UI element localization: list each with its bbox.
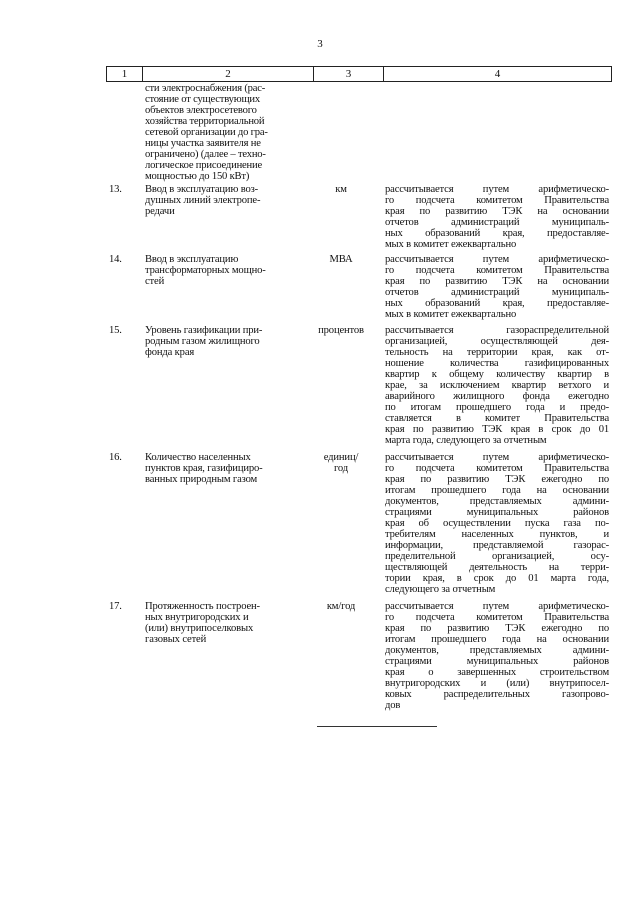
unit-line: МВА <box>329 254 353 265</box>
row-number: 15. <box>109 325 122 336</box>
desc-line: ношение количества газифицированных <box>385 358 609 369</box>
name-line: пунктов края, газифициро- <box>145 463 263 474</box>
name-line: Протяженность построен- <box>145 601 260 612</box>
row-number: 16. <box>109 452 122 463</box>
table-header-row <box>106 66 612 82</box>
desc-line: мых в комитет ежеквартально <box>385 239 517 250</box>
name-line: Уровень газификации при- <box>145 325 263 336</box>
unit-line: км <box>335 184 347 195</box>
calculation-method <box>385 601 609 711</box>
desc-line: документов, представляемых админи- <box>385 645 609 656</box>
calculation-method <box>385 184 609 250</box>
indicator-name <box>145 254 295 287</box>
continued-name-line: мощностью до 150 кВт) <box>145 171 250 182</box>
unit-of-measure <box>306 452 376 474</box>
desc-line: квартир к общему количеству квартир в <box>385 369 609 380</box>
desc-line: рассчитывается путем арифметическо- <box>385 601 609 612</box>
name-line: (или) внутрипоселковых <box>145 623 254 634</box>
desc-line: края по развитию ТЭК на основании <box>385 276 609 287</box>
desc-line: ществляющей деятельность на терри- <box>385 562 609 573</box>
unit-of-measure <box>306 254 376 265</box>
unit-line: км/год <box>326 601 356 612</box>
desc-line: итогам прошедшего года на основании <box>385 634 609 645</box>
calculation-method <box>385 325 609 446</box>
desc-line: дов <box>385 700 401 711</box>
desc-line: тории края, в срок до 01 марта года, <box>385 573 609 584</box>
page-number: 3 <box>317 38 323 50</box>
header-col-4: 4 <box>383 67 611 81</box>
name-line: душных линий электропе- <box>145 195 261 206</box>
indicator-name <box>145 325 295 358</box>
continued-name-line: хозяйства территориальной <box>145 116 265 127</box>
desc-line: страциями муниципальных районов <box>385 507 609 518</box>
desc-line: по итогам прошедшего года и предо- <box>385 402 609 413</box>
name-line: стей <box>145 276 165 287</box>
desc-line: края по развитию ТЭК на основании <box>385 206 609 217</box>
desc-line: мых в комитет ежеквартально <box>385 309 517 320</box>
desc-line: ковых распределительных газопрово- <box>385 689 609 700</box>
name-line: Количество населенных <box>145 452 251 463</box>
desc-line: марта года, следующего за отчетным <box>385 435 547 446</box>
row-number: 13. <box>109 184 122 195</box>
end-of-table-rule <box>317 726 437 727</box>
desc-line: го подсчета комитетом Правительства <box>385 612 609 623</box>
name-line: родным газом жилищного <box>145 336 260 347</box>
desc-line: края об осуществлении пуска газа по- <box>385 518 609 529</box>
header-col-3: 3 <box>313 67 383 81</box>
unit-line: год <box>333 463 348 474</box>
continued-name-line: стояние от существующих <box>145 94 260 105</box>
desc-line: рассчитывается путем арифметическо- <box>385 184 609 195</box>
row-number: 17. <box>109 601 122 612</box>
desc-line: отчетов администраций муниципаль- <box>385 217 609 228</box>
unit-of-measure <box>306 601 376 612</box>
continued-indicator-name <box>145 83 295 182</box>
continued-name-line: ницы участка заявителя не <box>145 138 261 149</box>
desc-line: внутригородских и (или) внутрипосел- <box>385 678 609 689</box>
indicator-name <box>145 184 295 217</box>
desc-line: ных образований края, предоставляе- <box>385 228 609 239</box>
desc-line: пределительной организацией, осу- <box>385 551 609 562</box>
name-line: редачи <box>145 206 175 217</box>
desc-line: го подсчета комитетом Правительства <box>385 195 609 206</box>
calculation-method <box>385 254 609 320</box>
desc-line: края по развитию ТЭК ежегодно по <box>385 623 609 634</box>
desc-line: документов, представляемых админи- <box>385 496 609 507</box>
continued-name-line: ограничено) (далее – техно- <box>145 149 266 160</box>
desc-line: страциями муниципальных районов <box>385 656 609 667</box>
indicator-name <box>145 452 295 485</box>
desc-line: рассчитывается путем арифметическо- <box>385 452 609 463</box>
continued-name-line: сти электроснабжения (рас- <box>145 83 266 94</box>
desc-line: го подсчета комитетом Правительства <box>385 463 609 474</box>
desc-line: края о завершенных строительством <box>385 667 609 678</box>
desc-line: информации, представляемой газорас- <box>385 540 609 551</box>
continued-name-line: объектов электросетевого <box>145 105 257 116</box>
desc-line: итогам прошедшего года на основании <box>385 485 609 496</box>
desc-line: крае, за исключением квартир ветхого и <box>385 380 609 391</box>
desc-line: го подсчета комитетом Правительства <box>385 265 609 276</box>
unit-of-measure <box>306 325 376 336</box>
header-col-1: 1 <box>121 68 128 80</box>
name-line: Ввод в эксплуатацию <box>145 254 239 265</box>
desc-line: тельность на территории края, как от- <box>385 347 609 358</box>
unit-of-measure <box>306 184 376 195</box>
name-line: фонда края <box>145 347 195 358</box>
continued-name-line: логическое присоединение <box>145 160 262 171</box>
row-number: 14. <box>109 254 122 265</box>
continued-name-line: сетевой организации до гра- <box>145 127 268 138</box>
desc-line: следующего за отчетным <box>385 584 496 595</box>
unit-line: единиц/ <box>323 452 359 463</box>
name-line: Ввод в эксплуатацию воз- <box>145 184 259 195</box>
indicator-name <box>145 601 295 645</box>
desc-line: ставляется в комитет Правительства <box>385 413 609 424</box>
desc-line: края по развитию ТЭК ежегодно по <box>385 474 609 485</box>
desc-line: рассчитывается путем арифметическо- <box>385 254 609 265</box>
desc-line: аварийного жилищного фонда ежегодно <box>385 391 609 402</box>
name-line: ванных природным газом <box>145 474 258 485</box>
desc-line: организацией, осуществляющей дея- <box>385 336 609 347</box>
unit-line: процентов <box>318 325 364 336</box>
calculation-method <box>385 452 609 595</box>
name-line: трансформаторных мощно- <box>145 265 266 276</box>
desc-line: отчетов администраций муниципаль- <box>385 287 609 298</box>
header-col-2: 2 <box>142 67 313 81</box>
desc-line: края по развитию ТЭК края в срок до 01 <box>385 424 609 435</box>
name-line: газовых сетей <box>145 634 207 645</box>
desc-line: ных образований края, предоставляе- <box>385 298 609 309</box>
desc-line: рассчитывается газораспределительной <box>385 325 609 336</box>
name-line: ных внутригородских и <box>145 612 249 623</box>
desc-line: требителям населенных пунктов, и <box>385 529 609 540</box>
